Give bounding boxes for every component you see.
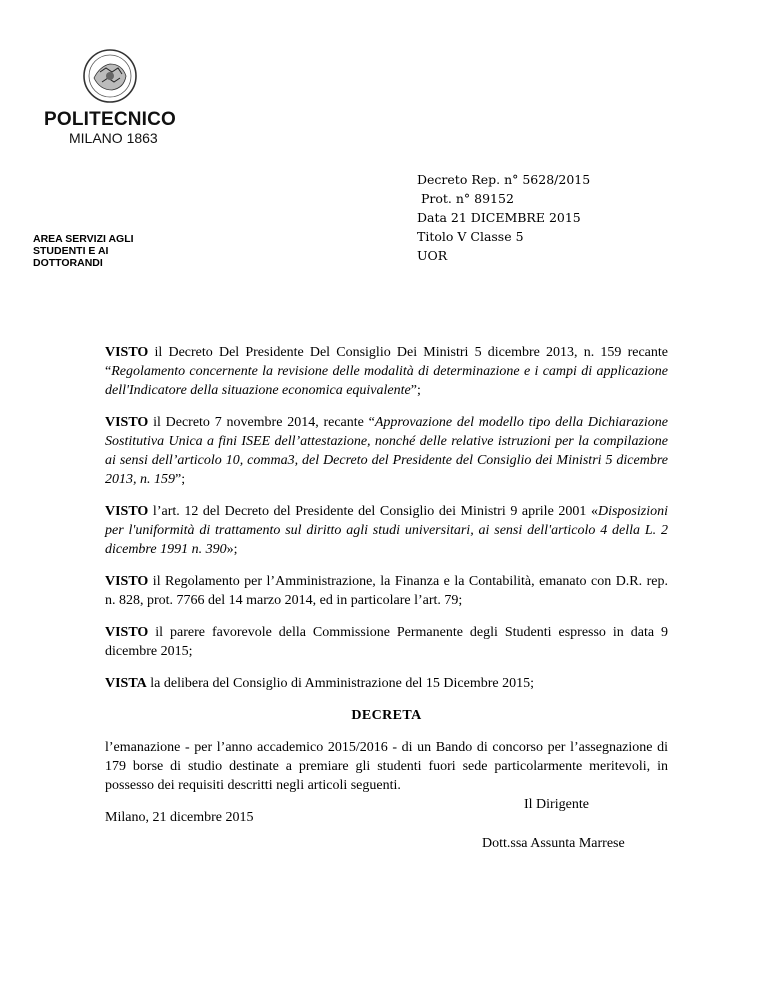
university-seal-icon <box>82 48 138 104</box>
logo-subtitle: MILANO 1863 <box>69 130 158 146</box>
office-line: DOTTORANDI <box>33 257 103 269</box>
uor-label: UOR <box>417 248 448 263</box>
logo-wordmark: POLITECNICO <box>44 109 177 130</box>
place-date: Milano, 21 dicembre 2015 <box>105 810 254 825</box>
recital-paragraph: VISTO il Regolamento per l’Amministrazione, la Finanza e la Contabilità, emanato con D.R. rep. n. 828, prot. 7766 del 14 marzo 2014, ed in particolare l’art. 79; <box>105 574 668 608</box>
recital-paragraph: VISTO il Decreto 7 novembre 2014, recante “Approvazione del modello tipo della Dichiarazione Sostitutiva Unica a fini ISEE dell’attestazione, nonché delle relative istruzioni per la compilazione ai sensi dell’articolo 10, comma3, del Decreto del Presidente del Consiglio dei Ministri 5 dicembre 2013, n. 159”; <box>105 415 668 487</box>
recital-paragraph: VISTO l’art. 12 del Decreto del Presidente del Consiglio dei Ministri 9 aprile 2001 «Disposizioni per l'uniformità di trattamento sul diritto agli studi universitari, ai sensi dell'articolo 4 della L. 2 dicembre 1991 n. 390»; <box>105 504 668 557</box>
decree-number: Decreto Rep. n° 5628/2015 <box>417 172 591 187</box>
recital-paragraph: VISTO il Decreto Del Presidente Del Consiglio Dei Ministri 5 dicembre 2013, n. 159 recante “Regolamento concernente la revisione delle modalità di determinazione e i campi di applicazione dell'Indicatore della situazione economica equivalente”; <box>105 345 668 398</box>
recital-paragraph: VISTO il parere favorevole della Commissione Permanente degli Studenti espresso in data 9 dicembre 2015; <box>105 625 668 659</box>
protocol-number: Prot. n° 89152 <box>417 191 514 206</box>
office-line: STUDENTI E AI <box>33 245 109 257</box>
decree-date: Data 21 DICEMBRE 2015 <box>417 210 581 225</box>
office-name <box>33 233 173 269</box>
decree-body <box>105 343 668 827</box>
classification: Titolo V Classe 5 <box>417 229 524 244</box>
decreta-heading: DECRETA <box>351 708 422 723</box>
operative-paragraph: l’emanazione - per l’anno accademico 2015/2016 - di un Bando di concorso per l’assegnazione di 179 borse di studio destinate a premiare gli studenti fuori sede particolarmente meritevoli, in possesso dei requisiti descritti negli articoli seguenti. <box>105 740 668 793</box>
recital-paragraph: VISTA la delibera del Consiglio di Amministrazione del 15 Dicembre 2015; <box>105 676 535 691</box>
office-line: AREA SERVIZI AGLI <box>33 233 134 245</box>
decree-metadata <box>417 170 590 265</box>
signatory-name: Dott.ssa Assunta Marrese <box>482 836 625 851</box>
signatory-role: Il Dirigente <box>524 797 589 812</box>
